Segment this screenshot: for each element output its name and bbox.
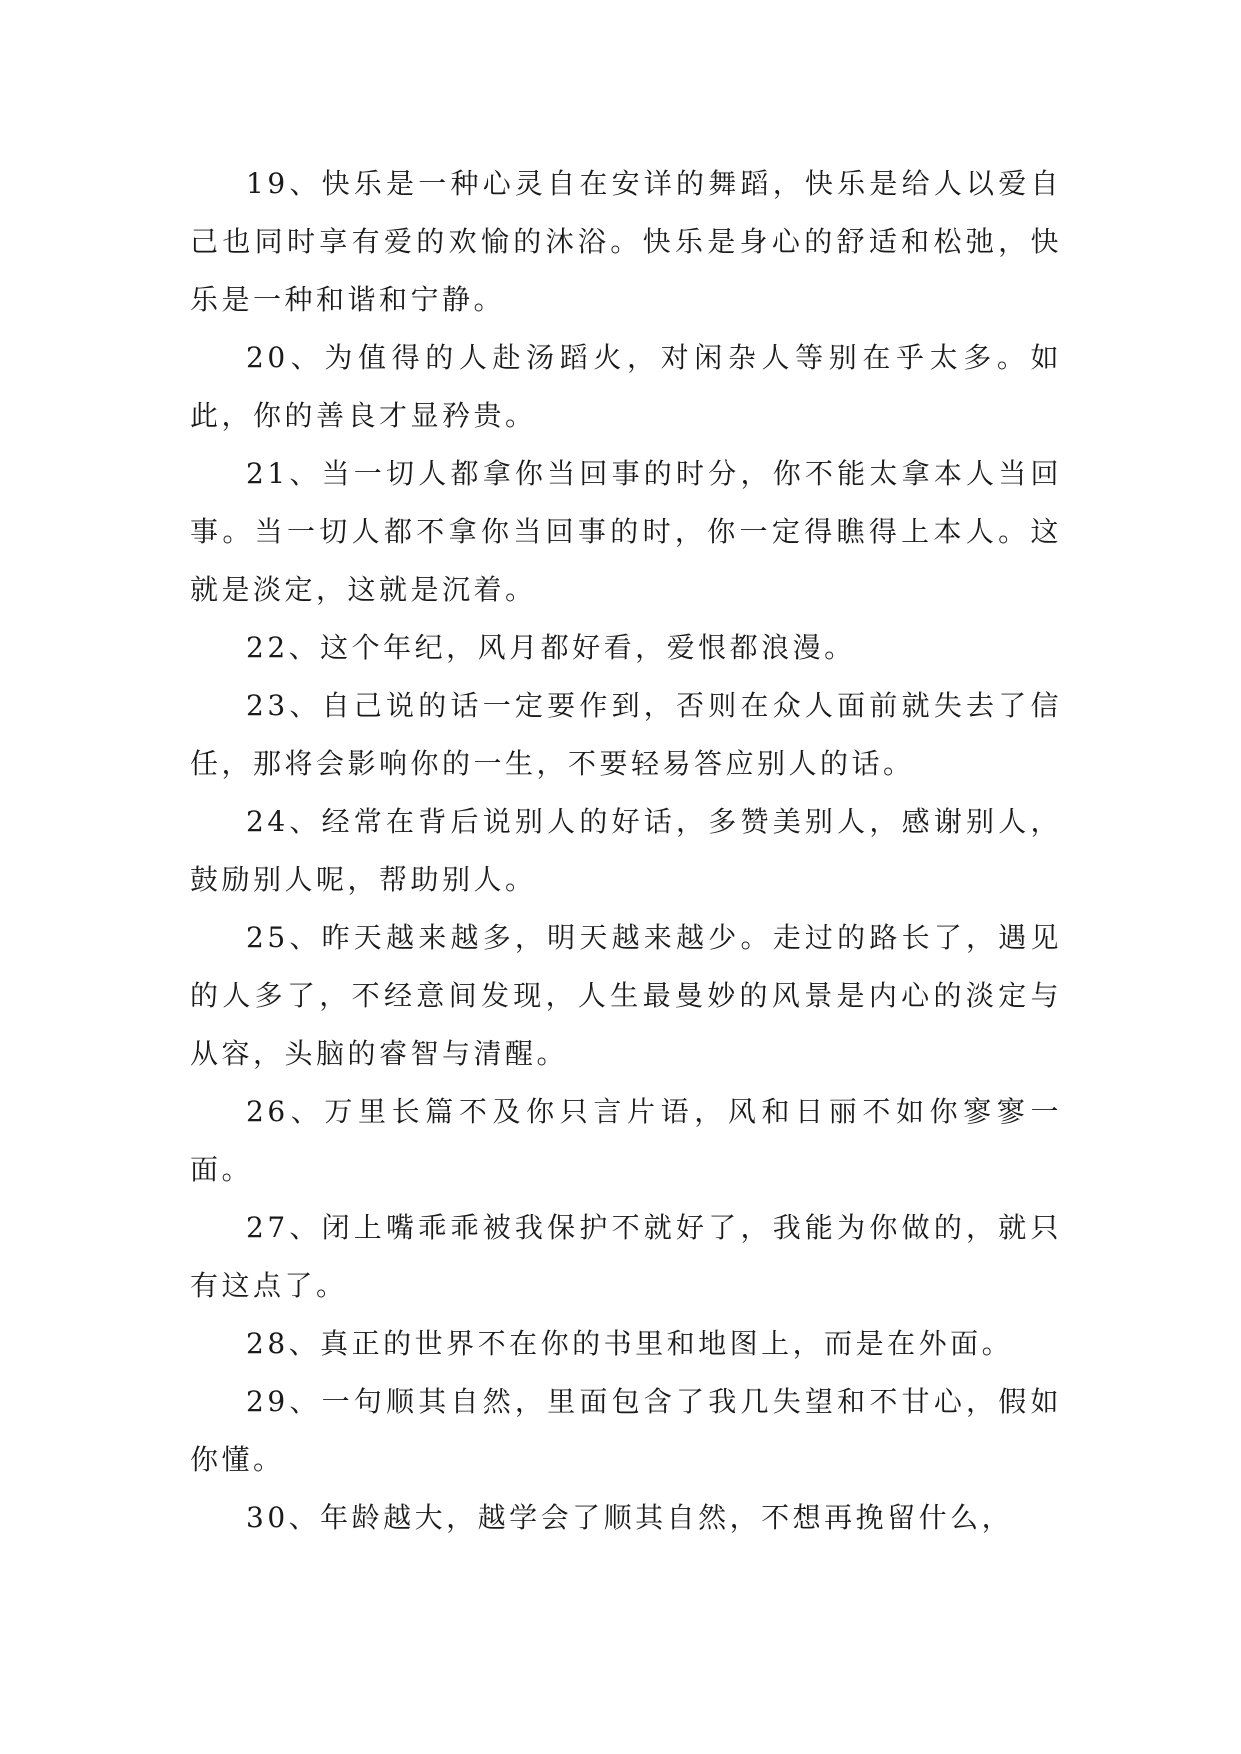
paragraph-19: 19、快乐是一种心灵自在安详的舞蹈，快乐是给人以爱自己也同时享有爱的欢愉的沐浴。快乐是身心的舒适和松弛，快乐是一种和谐和宁静。 [190,167,1062,316]
document-body [190,155,1062,1547]
paragraph-20: 20、为值得的人赴汤蹈火，对闲杂人等别在乎太多。如此，你的善良才显矜贵。 [190,341,1062,432]
paragraph-29: 29、一句顺其自然，里面包含了我几失望和不甘心，假如你懂。 [190,1385,1062,1476]
paragraph-27: 27、闭上嘴乖乖被我保护不就好了，我能为你做的，就只有这点了。 [190,1211,1062,1302]
paragraph-23: 23、自己说的话一定要作到，否则在众人面前就失去了信任，那将会影响你的一生，不要轻易答应别人的话。 [190,689,1062,780]
paragraph-30: 30、年龄越大，越学会了顺其自然，不想再挽留什么， [246,1501,1014,1534]
paragraph-25: 25、昨天越来越多，明天越来越少。走过的路长了，遇见的人多了，不经意间发现，人生最曼妙的风景是内心的淡定与从容，头脑的睿智与清醒。 [190,921,1062,1070]
paragraph-22: 22、这个年纪，风月都好看，爱恨都浪漫。 [246,631,856,664]
paragraph-26: 26、万里长篇不及你只言片语，风和日丽不如你寥寥一面。 [190,1095,1062,1186]
paragraph-21: 21、当一切人都拿你当回事的时分，你不能太拿本人当回事。当一切人都不拿你当回事的时，你一定得瞧得上本人。这就是淡定，这就是沉着。 [190,457,1062,606]
paragraph-28: 28、真正的世界不在你的书里和地图上，而是在外面。 [246,1327,1014,1360]
paragraph-24: 24、经常在背后说别人的好话，多赞美别人，感谢别人，鼓励别人呢，帮助别人。 [190,805,1062,896]
